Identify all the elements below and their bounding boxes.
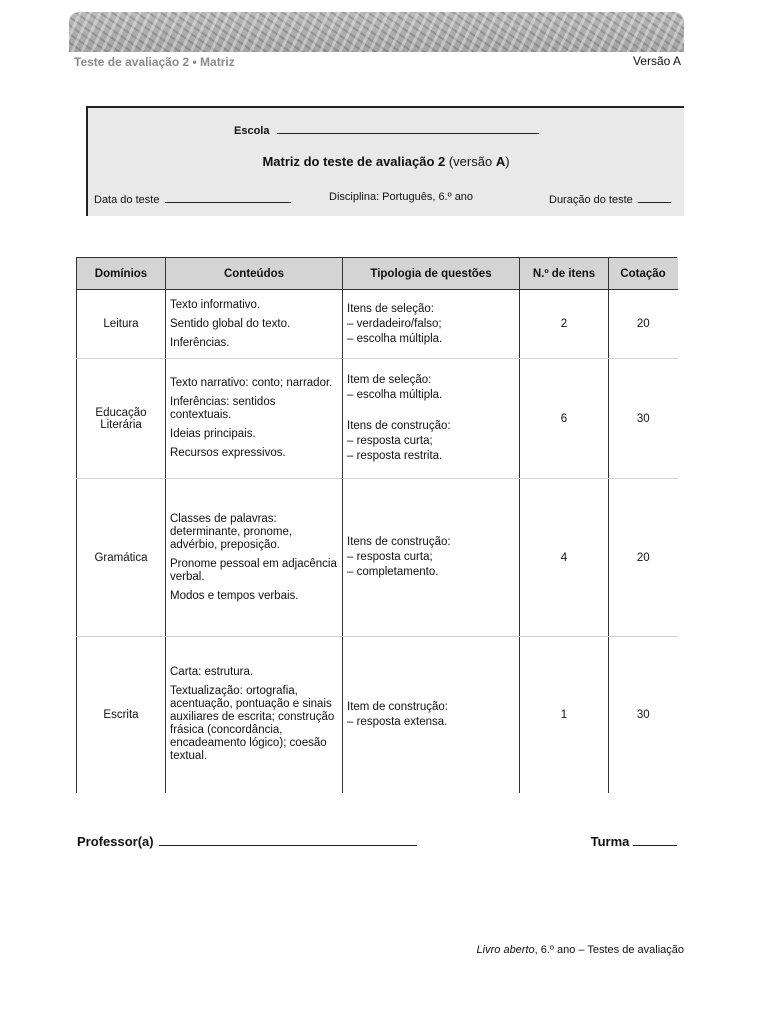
content-item: Pronome pessoal em adjacência verbal. xyxy=(170,557,337,583)
school-label: Escola xyxy=(234,125,270,137)
typology-line: – resposta extensa. xyxy=(347,715,448,728)
typology-line: Itens de construção: xyxy=(347,420,451,432)
matrix-title-version: A xyxy=(495,154,506,169)
matrix-title-close: ) xyxy=(505,154,510,169)
content-item: Texto narrativo: conto; narrador. xyxy=(170,377,333,389)
contents-cell xyxy=(166,359,343,479)
typology-line: – completamento. xyxy=(347,566,439,578)
content-item: Ideias principais. xyxy=(170,428,256,440)
item-count-cell: 4 xyxy=(520,479,609,637)
typology-line: – resposta curta; xyxy=(347,435,433,447)
contents-cell xyxy=(166,637,343,793)
test-matrix-table xyxy=(76,257,678,793)
typology-cell xyxy=(343,290,520,359)
school-blank-line xyxy=(277,122,539,134)
column-header-item-count: N.º de itens xyxy=(520,258,609,290)
typology-line: – escolha múltipla. xyxy=(347,389,443,401)
content-item: Texto informativo. xyxy=(170,298,261,311)
score-cell: 30 xyxy=(609,359,678,479)
matrix-title-open: (versão xyxy=(445,154,496,169)
domain-cell: Gramática xyxy=(77,479,166,637)
content-item: Recursos expressivos. xyxy=(170,447,286,459)
typology-line: – verdadeiro/falso; xyxy=(347,317,442,330)
typology-cell xyxy=(343,479,520,637)
typology-cell xyxy=(343,359,520,479)
book-details: , 6.º ano – Testes de avaliação xyxy=(534,944,684,956)
teacher-blank-line xyxy=(159,832,417,846)
subject-label: Disciplina: Português, 6.º ano xyxy=(329,191,474,203)
content-item: Textualização: ortografia, acentuação, pontuação e sinais auxiliares de escrita; construção frásica (concordância, encadeamento lógico); coesão textual. xyxy=(170,685,335,763)
school-field xyxy=(234,122,539,137)
typology-line: – resposta curta; xyxy=(347,551,433,563)
column-header-contents: Conteúdos xyxy=(166,258,343,290)
document-section-title: Teste de avaliação 2 • Matriz xyxy=(74,55,235,69)
typology-line: Itens de construção: xyxy=(347,536,451,548)
typology-line: Item de seleção: xyxy=(347,374,432,386)
table-row-escrita xyxy=(77,637,678,793)
test-duration-field xyxy=(549,191,671,206)
contents-cell xyxy=(166,290,343,359)
table-row-gramatica xyxy=(77,479,678,637)
table-header-row xyxy=(77,258,678,290)
content-item: Classes de palavras: determinante, pronome, advérbio, preposição. xyxy=(170,512,293,551)
item-count-cell: 6 xyxy=(520,359,609,479)
book-title: Livro aberto xyxy=(476,944,535,956)
version-label: Versão A xyxy=(632,54,681,68)
column-header-score: Cotação xyxy=(609,258,678,290)
score-cell: 30 xyxy=(609,637,678,793)
column-header-domains: Domínios xyxy=(77,258,166,290)
content-item: Inferências: sentidos contextuais. xyxy=(170,396,276,421)
class-label: Turma xyxy=(590,834,630,849)
table-row-educacao-literaria xyxy=(77,359,678,479)
class-blank-line xyxy=(633,832,677,846)
test-duration-blank-line xyxy=(638,191,671,203)
score-cell: 20 xyxy=(609,290,678,359)
score-cell: 20 xyxy=(609,479,678,637)
typology-cell xyxy=(343,637,520,793)
test-date-field xyxy=(94,191,291,206)
book-footer-note xyxy=(477,944,684,956)
column-header-typology: Tipologia de questões xyxy=(343,258,520,290)
test-date-label: Data do teste xyxy=(94,194,160,206)
test-info-box xyxy=(86,106,684,216)
typology-line: Item de construção: xyxy=(347,700,448,713)
typology-line: Itens de seleção: xyxy=(347,302,434,315)
teacher-field xyxy=(77,832,417,849)
matrix-title-main: Matriz do teste de avaliação 2 xyxy=(262,154,446,169)
content-item: Carta: estrutura. xyxy=(170,666,254,679)
header-banner xyxy=(69,12,684,52)
typology-line: – resposta restrita. xyxy=(347,450,443,462)
class-field xyxy=(591,832,677,849)
contents-cell xyxy=(166,479,343,637)
typology-gap xyxy=(347,403,515,419)
test-duration-label: Duração do teste xyxy=(549,194,633,206)
content-item: Sentido global do texto. xyxy=(170,317,291,330)
test-date-blank-line xyxy=(165,191,291,203)
teacher-label: Professor(a) xyxy=(77,834,154,849)
domain-cell: Escrita xyxy=(77,637,166,793)
domain-cell: Leitura xyxy=(77,290,166,359)
item-count-cell: 2 xyxy=(520,290,609,359)
table-row-leitura xyxy=(77,290,678,359)
typology-line: – escolha múltipla. xyxy=(347,332,443,345)
item-count-cell: 1 xyxy=(520,637,609,793)
matrix-title xyxy=(88,154,684,169)
content-item: Inferências. xyxy=(170,336,230,349)
content-item: Modos e tempos verbais. xyxy=(170,589,299,602)
domain-cell: Educação Literária xyxy=(77,359,166,479)
